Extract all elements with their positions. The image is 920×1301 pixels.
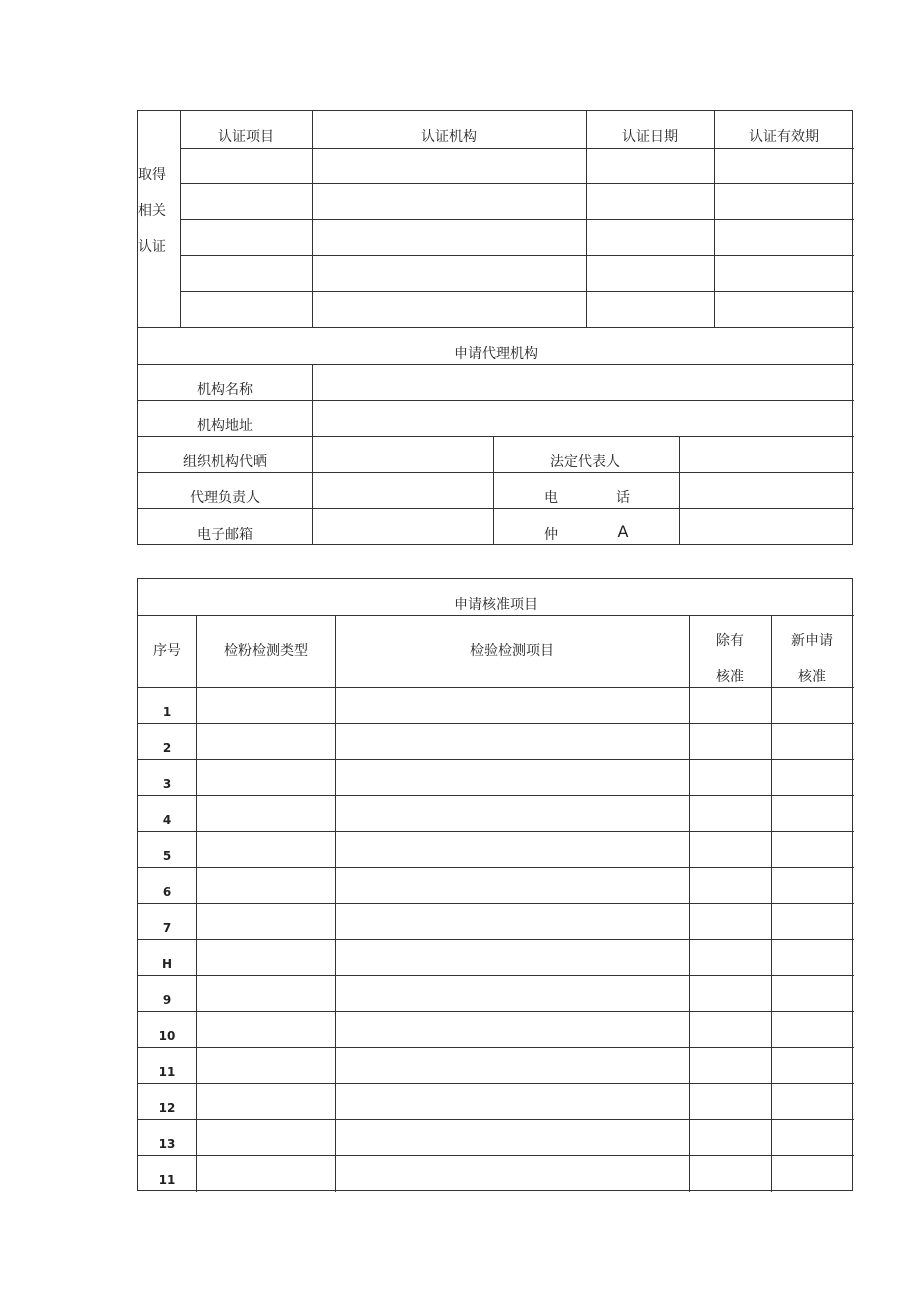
legal-rep-label: 法定代表人 xyxy=(550,454,620,470)
cert-item-cell-1[interactable] xyxy=(181,149,312,183)
existing-cell[interactable] xyxy=(690,1048,771,1083)
header-serial-no: 序号 xyxy=(153,643,181,659)
side-label-line-3: 认证 xyxy=(138,239,166,255)
new-cell[interactable] xyxy=(772,1156,854,1191)
existing-cell[interactable] xyxy=(690,1156,771,1191)
new-cell[interactable] xyxy=(772,1120,854,1155)
type-cell[interactable] xyxy=(197,760,335,795)
org-code-field[interactable] xyxy=(313,437,493,472)
row-number: 1 xyxy=(162,705,172,719)
existing-cell[interactable] xyxy=(690,1084,771,1119)
row-number: 11 xyxy=(158,1173,176,1187)
new-cell[interactable] xyxy=(772,904,854,939)
agency-address-field[interactable] xyxy=(313,401,854,436)
cert-item-cell-5[interactable] xyxy=(181,292,312,327)
fax-field[interactable] xyxy=(680,509,854,545)
fax-label-part-2: A xyxy=(617,522,629,541)
title-divider xyxy=(138,615,854,616)
header-existing-line-1: 除有 xyxy=(716,633,744,649)
type-cell[interactable] xyxy=(197,688,335,723)
header-cert-validity: 认证有效期 xyxy=(749,129,819,145)
item-cell[interactable] xyxy=(336,940,689,975)
type-cell[interactable] xyxy=(197,832,335,867)
item-cell[interactable] xyxy=(336,1084,689,1119)
cert-item-cell-2[interactable] xyxy=(181,184,312,219)
new-cell[interactable] xyxy=(772,688,854,723)
type-cell[interactable] xyxy=(197,868,335,903)
phone-label-part-2: 话 xyxy=(616,490,630,506)
type-cell[interactable] xyxy=(197,1012,335,1047)
type-cell[interactable] xyxy=(197,1084,335,1119)
new-cell[interactable] xyxy=(772,724,854,759)
header-cert-date: 认证日期 xyxy=(622,129,678,145)
type-cell[interactable] xyxy=(197,1156,335,1191)
new-cell[interactable] xyxy=(772,1084,854,1119)
new-cell[interactable] xyxy=(772,1012,854,1047)
agency-section-title: 申请代理机构 xyxy=(454,346,538,362)
header-cert-item: 认证项目 xyxy=(218,129,274,145)
existing-cell[interactable] xyxy=(690,796,771,831)
header-cert-body: 认证机构 xyxy=(421,129,477,145)
fax-label-part-1: 仲 xyxy=(544,527,558,543)
header-new-line-2: 核准 xyxy=(798,669,826,685)
item-cell[interactable] xyxy=(336,1012,689,1047)
row-number: 4 xyxy=(162,813,172,827)
row-number: 11 xyxy=(158,1065,176,1079)
new-cell[interactable] xyxy=(772,1048,854,1083)
header-new-line-1: 新申请 xyxy=(791,633,833,649)
item-cell[interactable] xyxy=(336,868,689,903)
type-cell[interactable] xyxy=(197,796,335,831)
row-number: 3 xyxy=(162,777,172,791)
row-number: 7 xyxy=(162,921,172,935)
item-cell[interactable] xyxy=(336,904,689,939)
existing-cell[interactable] xyxy=(690,1012,771,1047)
certification-agency-form xyxy=(137,110,853,545)
existing-cell[interactable] xyxy=(690,868,771,903)
type-cell[interactable] xyxy=(197,976,335,1011)
phone-label-part-1: 电 xyxy=(544,490,558,506)
email-label: 电子邮箱 xyxy=(197,527,253,543)
item-cell[interactable] xyxy=(336,976,689,1011)
type-cell[interactable] xyxy=(197,1048,335,1083)
item-cell[interactable] xyxy=(336,796,689,831)
existing-cell[interactable] xyxy=(690,832,771,867)
row-number: 12 xyxy=(158,1101,176,1115)
header-existing-line-2: 核准 xyxy=(716,669,744,685)
item-cell[interactable] xyxy=(336,760,689,795)
header-test-item: 检验检测项目 xyxy=(470,643,554,659)
new-cell[interactable] xyxy=(772,976,854,1011)
agent-head-field[interactable] xyxy=(313,473,493,508)
side-label-line-1: 取得 xyxy=(138,167,166,183)
existing-cell[interactable] xyxy=(690,976,771,1011)
side-label-line-2: 相关 xyxy=(138,203,166,219)
row-number: 6 xyxy=(162,885,172,899)
header-test-type: 检粉检测类型 xyxy=(224,643,308,659)
cert-item-cell-3[interactable] xyxy=(181,220,312,255)
existing-cell[interactable] xyxy=(690,1120,771,1155)
type-cell[interactable] xyxy=(197,1120,335,1155)
existing-cell[interactable] xyxy=(690,760,771,795)
new-cell[interactable] xyxy=(772,832,854,867)
type-cell[interactable] xyxy=(197,904,335,939)
agency-name-label: 机构名称 xyxy=(197,382,253,398)
row-number: 2 xyxy=(162,741,172,755)
type-cell[interactable] xyxy=(197,940,335,975)
existing-cell[interactable] xyxy=(690,940,771,975)
row-number: H xyxy=(161,957,173,971)
row-number: 5 xyxy=(162,849,172,863)
agent-head-label: 代理负责人 xyxy=(190,490,260,506)
new-cell[interactable] xyxy=(772,940,854,975)
item-cell[interactable] xyxy=(336,832,689,867)
email-field[interactable] xyxy=(313,509,493,545)
existing-cell[interactable] xyxy=(690,688,771,723)
item-cell[interactable] xyxy=(336,1120,689,1155)
row-number: 10 xyxy=(158,1029,176,1043)
new-cell[interactable] xyxy=(772,868,854,903)
row-number: 9 xyxy=(162,993,172,1007)
phone-field[interactable] xyxy=(680,473,854,508)
approval-section-title: 申请核准项目 xyxy=(454,597,538,613)
agency-address-label: 机构地址 xyxy=(197,418,253,434)
item-cell[interactable] xyxy=(336,688,689,723)
agency-name-field[interactable] xyxy=(313,365,854,400)
existing-cell[interactable] xyxy=(690,724,771,759)
type-cell[interactable] xyxy=(197,724,335,759)
item-cell[interactable] xyxy=(336,724,689,759)
legal-rep-field[interactable] xyxy=(680,437,854,472)
new-cell[interactable] xyxy=(772,796,854,831)
cert-item-cell-4[interactable] xyxy=(181,256,312,291)
existing-cell[interactable] xyxy=(690,904,771,939)
new-cell[interactable] xyxy=(772,760,854,795)
row-number: 13 xyxy=(158,1137,176,1151)
org-code-label: 组织机构代晒 xyxy=(183,454,267,470)
approval-items-form xyxy=(137,578,853,1191)
item-cell[interactable] xyxy=(336,1048,689,1083)
item-cell[interactable] xyxy=(336,1156,689,1191)
